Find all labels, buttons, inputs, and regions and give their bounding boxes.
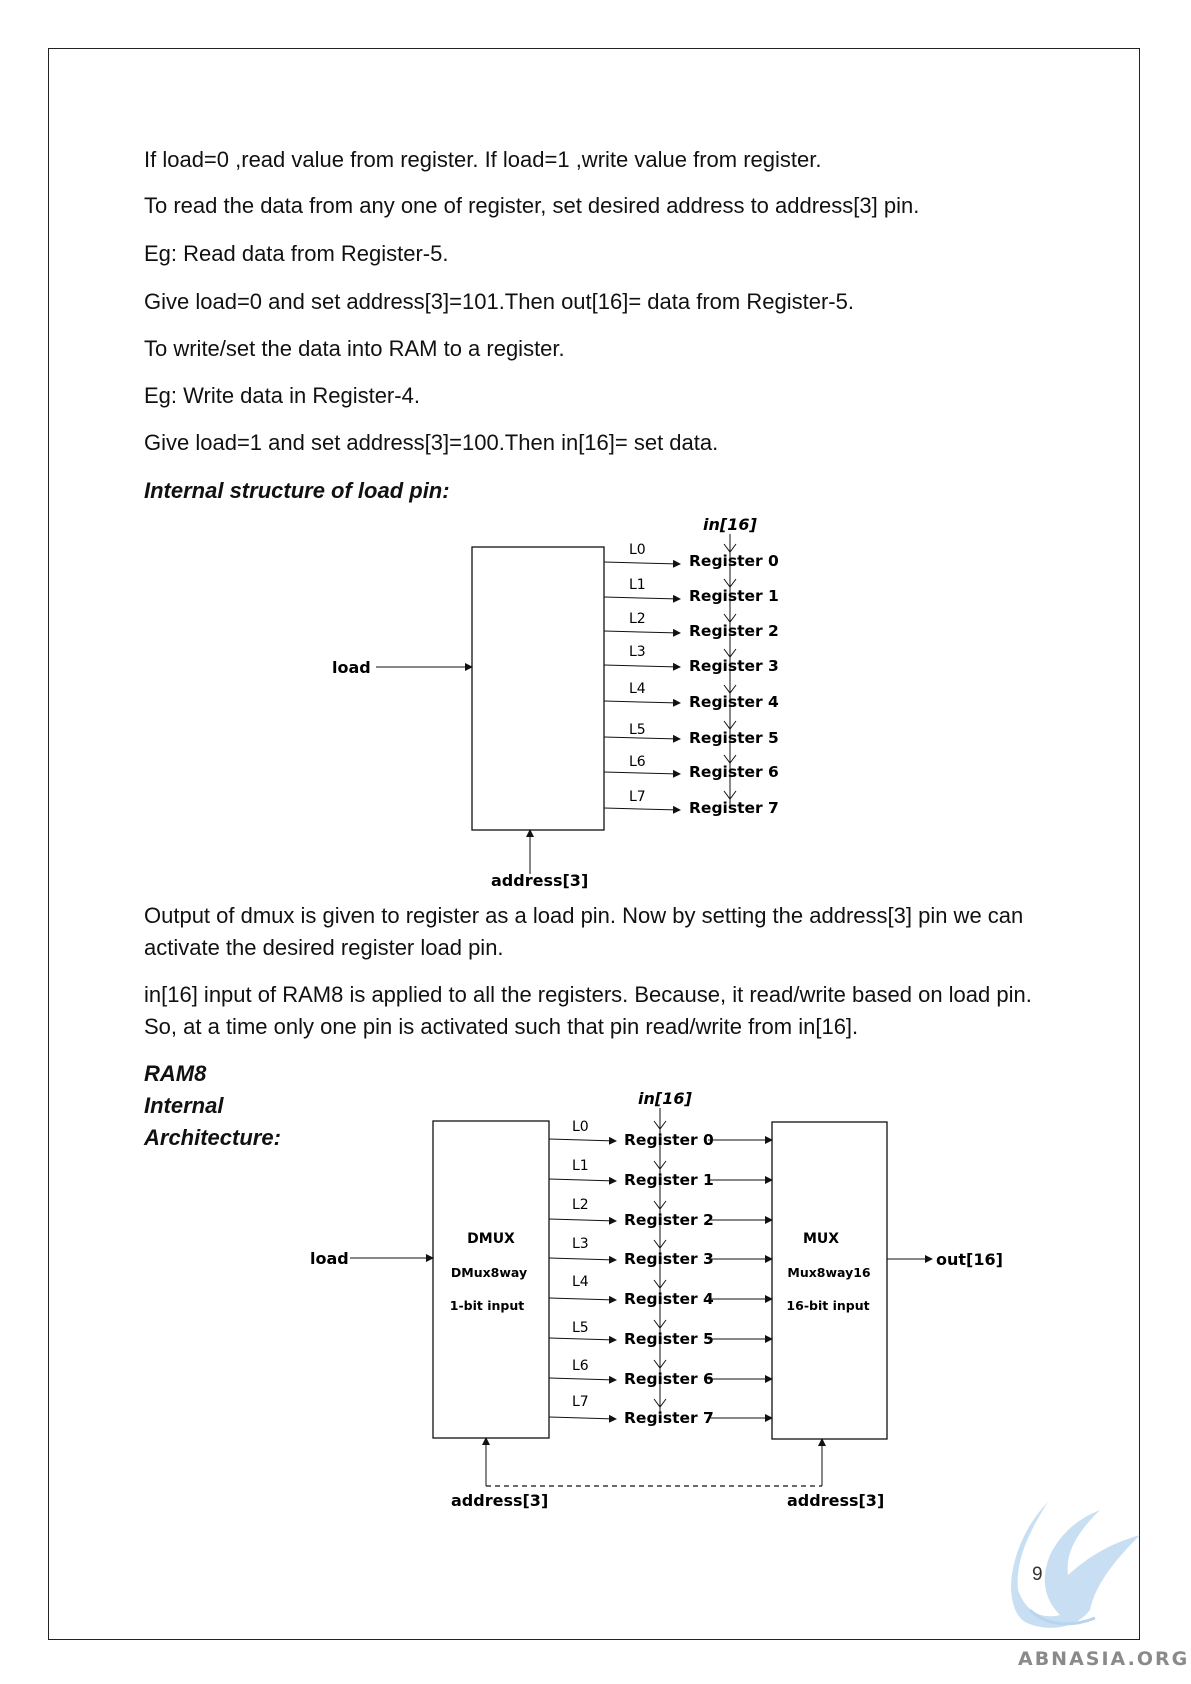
mux-block <box>772 1122 887 1439</box>
dmux-out-line-7 <box>549 1417 616 1419</box>
register-label-1: Register 1 <box>689 587 779 605</box>
register-label-2-3: Register 3 <box>624 1250 714 1268</box>
dmux-out-line-2 <box>549 1219 616 1221</box>
register-label-4: Register 4 <box>689 693 779 711</box>
dmux-line-label-1: L1 <box>572 1158 589 1174</box>
paragraph-write-detail: Give load=1 and set address[3]=100.Then in[16]= set data. <box>144 430 719 455</box>
line-label-3: L3 <box>629 644 646 660</box>
dmux-input-label: 1-bit input <box>449 1298 525 1313</box>
ram8-heading-line3: Architecture: <box>144 1125 281 1150</box>
address-label: address[3] <box>491 871 589 890</box>
register-label-6: Register 6 <box>689 763 779 781</box>
line-label-1: L1 <box>629 577 646 593</box>
dmux-out-line-6 <box>549 1378 616 1380</box>
watermark-bird-logo <box>1011 1502 1140 1628</box>
paragraph-write-instruction: To write/set the data into RAM to a register. <box>144 336 565 361</box>
dmux-line-label-7: L7 <box>572 1394 589 1410</box>
paragraph-load-rule: If load=0 ,read value from register. If load=1 ,write value from register. <box>144 147 822 172</box>
paragraph-in16-applied-cont: So, at a time only one pin is activated such that pin read/write from in[16]. <box>144 1014 859 1039</box>
register-label-2-2: Register 2 <box>624 1211 714 1229</box>
load-label: load <box>332 658 371 677</box>
mux-name: Mux8way16 <box>787 1265 871 1280</box>
dmux-out-line-3 <box>549 1258 616 1260</box>
load-label-2: load <box>310 1249 349 1268</box>
line-label-2: L2 <box>629 611 646 627</box>
register-label-5: Register 5 <box>689 729 779 747</box>
dmux-line-label-3: L3 <box>572 1236 589 1252</box>
paragraph-read-example: Eg: Read data from Register-5. <box>144 241 449 266</box>
dmux-out-line-1 <box>549 1179 616 1181</box>
paragraph-dmux-output-cont: activate the desired register load pin. <box>144 935 504 960</box>
paragraph-read-detail: Give load=0 and set address[3]=101.Then out[16]= data from Register-5. <box>144 289 854 314</box>
line-label-5: L5 <box>629 722 646 738</box>
ram8-heading-line2: Internal <box>144 1093 224 1118</box>
section-heading-load-pin: Internal structure of load pin: <box>144 478 450 503</box>
register-label-2-6: Register 6 <box>624 1370 714 1388</box>
dmux-title: DMUX <box>467 1231 515 1247</box>
paragraph-read-instruction: To read the data from any one of register, set desired address to address[3] pin. <box>144 193 920 218</box>
dmux-line-label-5: L5 <box>572 1320 589 1336</box>
register-label-2-7: Register 7 <box>624 1409 714 1427</box>
paragraph-write-example: Eg: Write data in Register-4. <box>144 383 420 408</box>
line-label-7: L7 <box>629 789 646 805</box>
page-number: 9 <box>1032 1564 1043 1585</box>
register-label-2-5: Register 5 <box>624 1330 714 1348</box>
dmux-out-line-5 <box>549 1338 616 1340</box>
register-label-2: Register 2 <box>689 622 779 640</box>
dmux-out-line-4 <box>549 1298 616 1300</box>
ram8-heading-line1: RAM8 <box>144 1061 207 1086</box>
dmux-line-label-0: L0 <box>572 1119 589 1135</box>
dmux-line-label-4: L4 <box>572 1274 589 1290</box>
dmux-line-label-6: L6 <box>572 1358 589 1374</box>
out16-label: out[16] <box>936 1250 1003 1269</box>
mux-title: MUX <box>802 1231 840 1247</box>
address-left-label: address[3] <box>451 1491 549 1510</box>
mux-input-label: 16-bit input <box>786 1298 870 1313</box>
register-label-7: Register 7 <box>689 799 779 817</box>
register-label-2-1: Register 1 <box>624 1171 714 1189</box>
paragraph-dmux-output: Output of dmux is given to register as a load pin. Now by setting the address[3] pin we can <box>144 903 1024 928</box>
register-label-2-4: Register 4 <box>624 1290 714 1308</box>
line-label-6: L6 <box>629 754 646 770</box>
in16-label: in[16] <box>703 515 757 534</box>
watermark-text: ABNASIA.ORG <box>1018 1648 1190 1670</box>
register-label-3: Register 3 <box>689 657 779 675</box>
dmux-out-line-0 <box>549 1139 616 1141</box>
dmux-name: DMux8way <box>450 1265 528 1280</box>
dmux-line-label-2: L2 <box>572 1197 589 1213</box>
in16-label-2: in[16] <box>638 1089 692 1108</box>
address-right-label: address[3] <box>787 1491 885 1510</box>
line-label-0: L0 <box>629 542 646 558</box>
line-label-4: L4 <box>629 681 646 697</box>
register-label-0: Register 0 <box>689 552 779 570</box>
paragraph-in16-applied: in[16] input of RAM8 is applied to all the registers. Because, it read/write based on load pin. <box>144 982 1032 1007</box>
register-label-2-0: Register 0 <box>624 1131 714 1149</box>
